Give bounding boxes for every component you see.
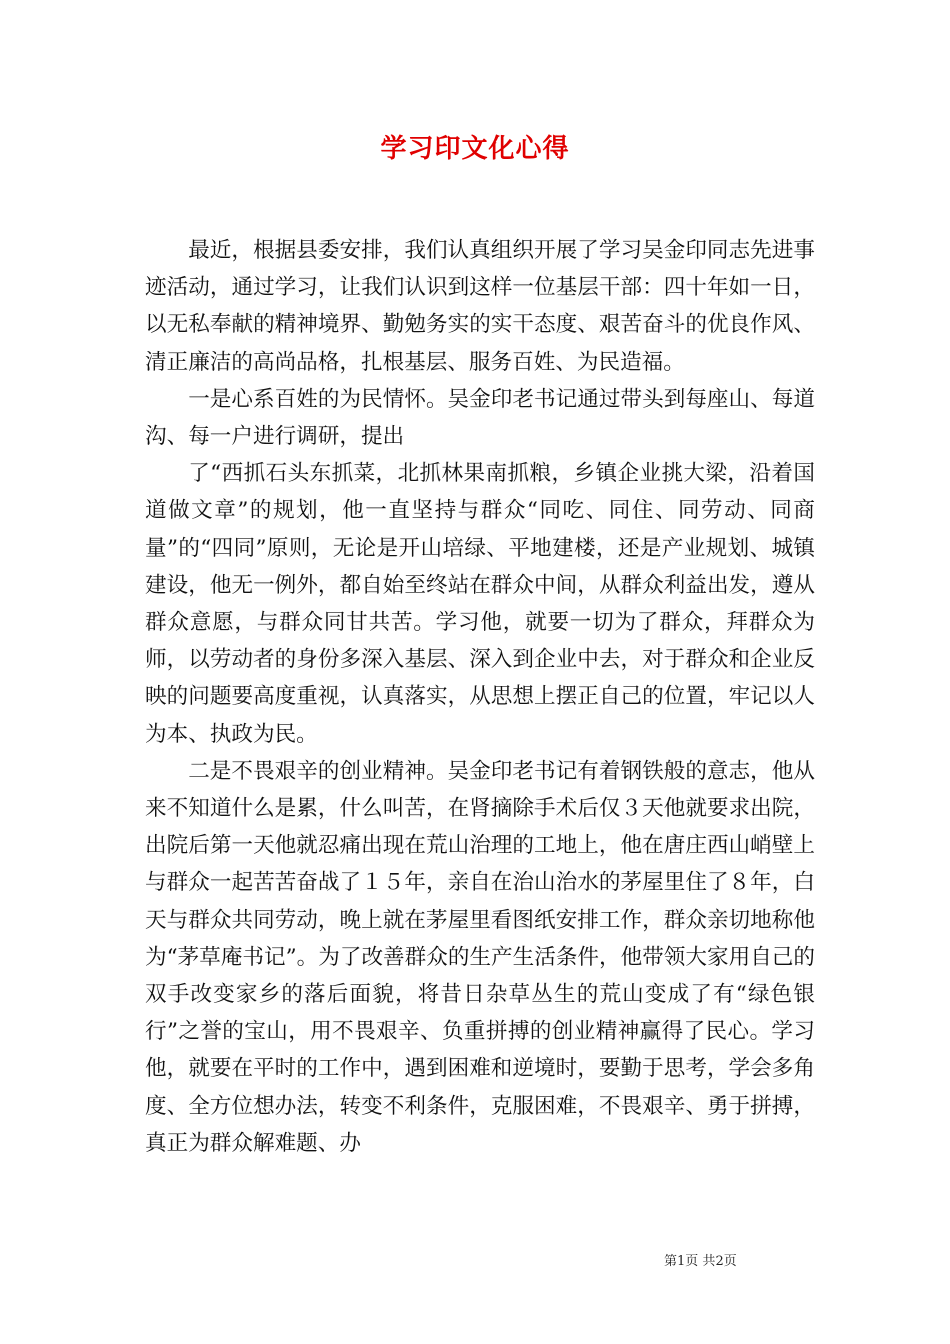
paragraph-point-one-body: 了“西抓石头东抓菜，北抓林果南抓粮，乡镇企业挑大梁，沿着国道做文章”的规划，他一直坚持与群众“同吃、同住、同劳动、同商量”的“四同”原则，无论是开山培绿、平地建楼，还是产业规划、城镇建设，他无一例外，都自始至终站在群众中间，从群众利益出发，遵从群众意愿，与群众同甘共苦。学习他，就要一切为了群众，拜群众为师，以劳动者的身份多深入基层、深入到企业中去，对于群众和企业反映的问题要高度重视，认真落实，从思想上摆正自己的位置，牢记以人为本、执政为民。 [145,461,815,747]
footer-middle: 页 共 [685,1254,716,1269]
footer-prefix: 第 [664,1254,678,1269]
page-number-footer [664,1250,814,1269]
paragraph-point-two: 二是不畏艰辛的创业精神。吴金印老书记有着钢铁般的意志，他从来不知道什么是累，什么叫苦，在肾摘除手术后仅３天他就要求出院，出院后第一天他就忍痛出现在荒山治理的工地上，他在唐庄西山峭壁上与群众一起苦苦奋战了１５年，亲自在治山治水的茅屋里住了８年，白天与群众共同劳动，晚上就在茅屋里看图纸安排工作，群众亲切地称他为“茅草庵书记”。为了改善群众的生产生活条件，他带领大家用自己的双手改变家乡的落后面貌，将昔日杂草丛生的荒山变成了有“绿色银行”之誉的宝山，用不畏艰辛、负重拼搏的创业精神赢得了民心。学习他，就要在平时的工作中，遇到困难和逆境时，要勤于思考，学会多角度、全方位想办法，转变不利条件，克服困难，不畏艰辛、勇于拼搏，真正为群众解难题、办 [145,758,815,1156]
document-body [145,232,815,1162]
total-pages-number: 2 [715,1254,724,1269]
paragraph-intro: 最近，根据县委安排，我们认真组织开展了学习吴金印同志先进事迹活动，通过学习，让我们认识到这样一位基层干部：四十年如一日，以无私奉献的精神境界、勤勉务实的实干态度、艰苦奋斗的优良作风、清正廉洁的高尚品格，扎根基层、服务百姓、为民造福。 [145,238,815,375]
page-title: 学习印文化心得 [380,134,570,164]
footer-suffix: 页 [723,1254,737,1269]
paragraph-point-one-lead: 一是心系百姓的为民情怀。吴金印老书记通过带头到每座山、每道沟、每一户进行调研，提出 [145,386,815,450]
current-page-number: 1 [677,1254,686,1269]
